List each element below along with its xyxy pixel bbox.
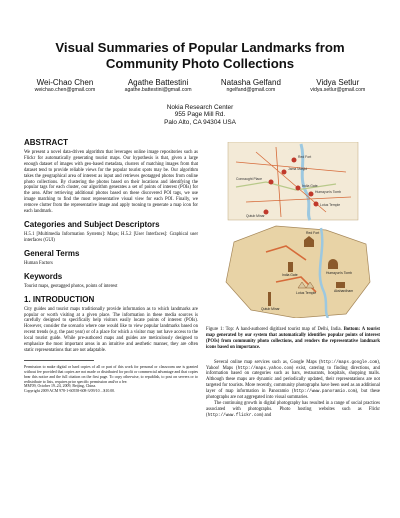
- keywords-text: Tourist maps, geotagged photos, points of interest: [24, 283, 118, 289]
- author-list: [20, 78, 380, 94]
- map-label: Lotus Temple: [296, 291, 317, 295]
- affiliation-line: Nokia Research Center: [166, 104, 234, 111]
- introduction-text: City guides and tourist maps traditionally provide information as to which landmarks are popular or worth visiting at a given place. The information in these media sources is carefully designed to specifically help visitors easily locate points of interest (POIs). However, consider the scenario where one would like to view popular landmarks based on recent trends (e.g. the past year) or of a place for which a visitor may not have access to the local tourist guide. While pre-authored maps and guides are meticulously designed to emphasize the most important areas in an intuitive and aesthetic manner, they are often static representations that are not adaptable.: [24, 306, 198, 353]
- paper-title: Visual Summaries of Popular Landmarks from Community Photo Collections: [55, 40, 345, 71]
- keywords-section: [24, 272, 198, 290]
- landmark-icon: [304, 240, 314, 247]
- landmark-icon: [288, 262, 293, 272]
- google-maps-link[interactable]: http://maps.google.com: [320, 359, 378, 365]
- general-terms-section: [24, 249, 198, 267]
- panoramio-link[interactable]: http://www.panoramio.com: [293, 389, 356, 395]
- section-heading: ABSTRACT: [24, 138, 68, 147]
- figure-label: Figure 1:: [206, 327, 224, 332]
- figure-caption-bold: Bottom: A tourist map generated by our system that automatically identifies popular points of interest (POIs) from community photo collections, and renders the representative landmark icons based on importance.: [206, 327, 380, 350]
- poi-marker: [282, 170, 287, 175]
- map-label: Qutub Minar: [261, 307, 280, 311]
- poi-marker: [269, 180, 274, 185]
- tourist-map-figure: [206, 142, 380, 318]
- abstract-section: [24, 138, 198, 215]
- permission-footnote: [24, 365, 198, 394]
- paragraph-text: ), but these photographs are not aggregated into visual summaries.: [206, 389, 380, 401]
- paragraph-text: The continuing growth in digital photography has resulted in a range of social practices associated with photographs. Photo hosting websites such as Flickr (: [206, 400, 380, 418]
- yahoo-maps-link[interactable]: http://maps.yahoo.com: [237, 365, 292, 371]
- landmark-icon: [268, 292, 271, 306]
- poi-marker: [296, 186, 301, 191]
- footnote-copyright: Copyright 2009 ACM 978-1-60558-608-3/09/10 ...$10.00.: [24, 389, 116, 394]
- body-paragraph: [206, 360, 380, 401]
- map-label: Akshardham: [334, 289, 354, 293]
- author-name: Natasha Gelfand: [220, 78, 281, 87]
- abstract-text: We present a novel data-driven algorithm that leverages online image repositories such as Flickr for automatically generating tourist maps. Our hypothesis is that, given a large enough dataset of images with geo-based metadata, clusters of matching images from that dataset tend to provide reliable views for the popular tourist spots may be. Our algorithm takes the geographical area of interest as input and retrieves geotagged photos from online photo collections. By clustering the photos based on their locations and identifying the popular tags for each cluster, our algorithm generates a set of points of interest (POIs) for the area. After retrieving additional photos based on these discovered POI tags, we use image matching to find the most representative visual view for each POI. Finally, we remove clutter from the representative image and apply tooning to generate a map icon for each landmark.: [24, 150, 198, 215]
- author: [310, 78, 365, 94]
- author-email: ngelfand@gmail.com: [226, 87, 276, 93]
- section-heading: Keywords: [24, 271, 63, 281]
- map-label: Humayun's Tomb: [326, 271, 353, 275]
- paragraph-text: ), Yahoo! Maps (: [206, 359, 380, 371]
- poi-marker: [314, 202, 319, 207]
- map-label: Connaught Place: [236, 177, 263, 181]
- bottom-map: [226, 226, 370, 318]
- footnote-text: Permission to make digital or hard copies of all or part of this work for personal or classroom use is granted without fee provided that copies are not made or distributed for profit or commercial advantage and that copies bear this notice and the full citation on the first page. To copy otherwise, to republish, to post on servers or to redistribute to lists, requires prior specific permission and/or a fee.: [24, 364, 198, 384]
- categories-section: [24, 220, 198, 244]
- paragraph-text: ) and: [261, 412, 272, 418]
- map-label: Red Fort: [298, 155, 312, 159]
- poi-marker: [309, 192, 314, 197]
- footnote-venue: MM'09, October 19–24, 2009, Beijing, China.: [24, 384, 97, 389]
- left-column: [24, 138, 198, 394]
- body-paragraph: [206, 401, 380, 419]
- introduction-section: [24, 295, 198, 354]
- author-email: agathe.battestini@gmail.com: [124, 87, 192, 93]
- affiliation-line: Palo Alto, CA 94304 USA: [164, 118, 236, 126]
- author: [221, 78, 281, 94]
- author: [125, 78, 192, 94]
- figure-caption-plain: Top: A hand-authored digitized tourist map of Delhi, India.: [225, 327, 342, 332]
- landmark-icon: [336, 282, 345, 288]
- author-name: Vidya Setlur: [316, 78, 360, 87]
- section-heading: 1. INTRODUCTION: [24, 294, 95, 304]
- footnote-rule: [24, 360, 94, 361]
- map-label: Jama Masjid: [288, 167, 308, 171]
- map-label: Humayun's Tomb: [315, 190, 342, 194]
- author-email: vidya.setlur@gmail.com: [310, 87, 366, 93]
- affiliation-line: 955 Page Mill Rd.: [174, 111, 226, 119]
- map-label: India Gate: [302, 184, 318, 188]
- map-label: Red Fort: [306, 231, 320, 235]
- author-name: Wei-Chao Chen: [36, 78, 94, 87]
- general-terms-text: Human Factors: [24, 260, 53, 266]
- map-label: India Gate: [282, 273, 298, 277]
- right-column: [206, 142, 380, 419]
- map-label: Qutub Minar: [246, 214, 265, 218]
- section-heading: Categories and Subject Descriptors: [24, 219, 160, 229]
- author-email: weichao.chen@gmail.com: [34, 87, 96, 93]
- author-name: Agathe Battestini: [127, 78, 189, 87]
- figure-caption: [206, 327, 380, 351]
- paragraph-text: ) exist, catering to finding directions, and information based on categories such as bars, restaurants, hospitals, shopping malls. Although these maps are dynamic and periodically updated, their representations are not targeted for tourists. More recently, community photographs have been used as an additional layer of map information in Panoramio (: [206, 365, 380, 395]
- map-label: Lotus Temple: [320, 203, 341, 207]
- paragraph-text: Several online map services such as, Google Maps (: [214, 359, 321, 365]
- categories-text: H.5.1 [Multimedia Information Systems]: Maps; H.5.2 [User Interfaces]: Graphical user interfaces (GUI): [24, 231, 198, 243]
- top-map: [228, 142, 358, 220]
- poi-marker: [292, 158, 297, 163]
- landmark-icon: [328, 259, 338, 269]
- section-heading: General Terms: [24, 248, 80, 258]
- affiliation: [20, 104, 380, 126]
- flickr-link[interactable]: http://www.flickr.com: [207, 412, 262, 418]
- author: [35, 78, 96, 94]
